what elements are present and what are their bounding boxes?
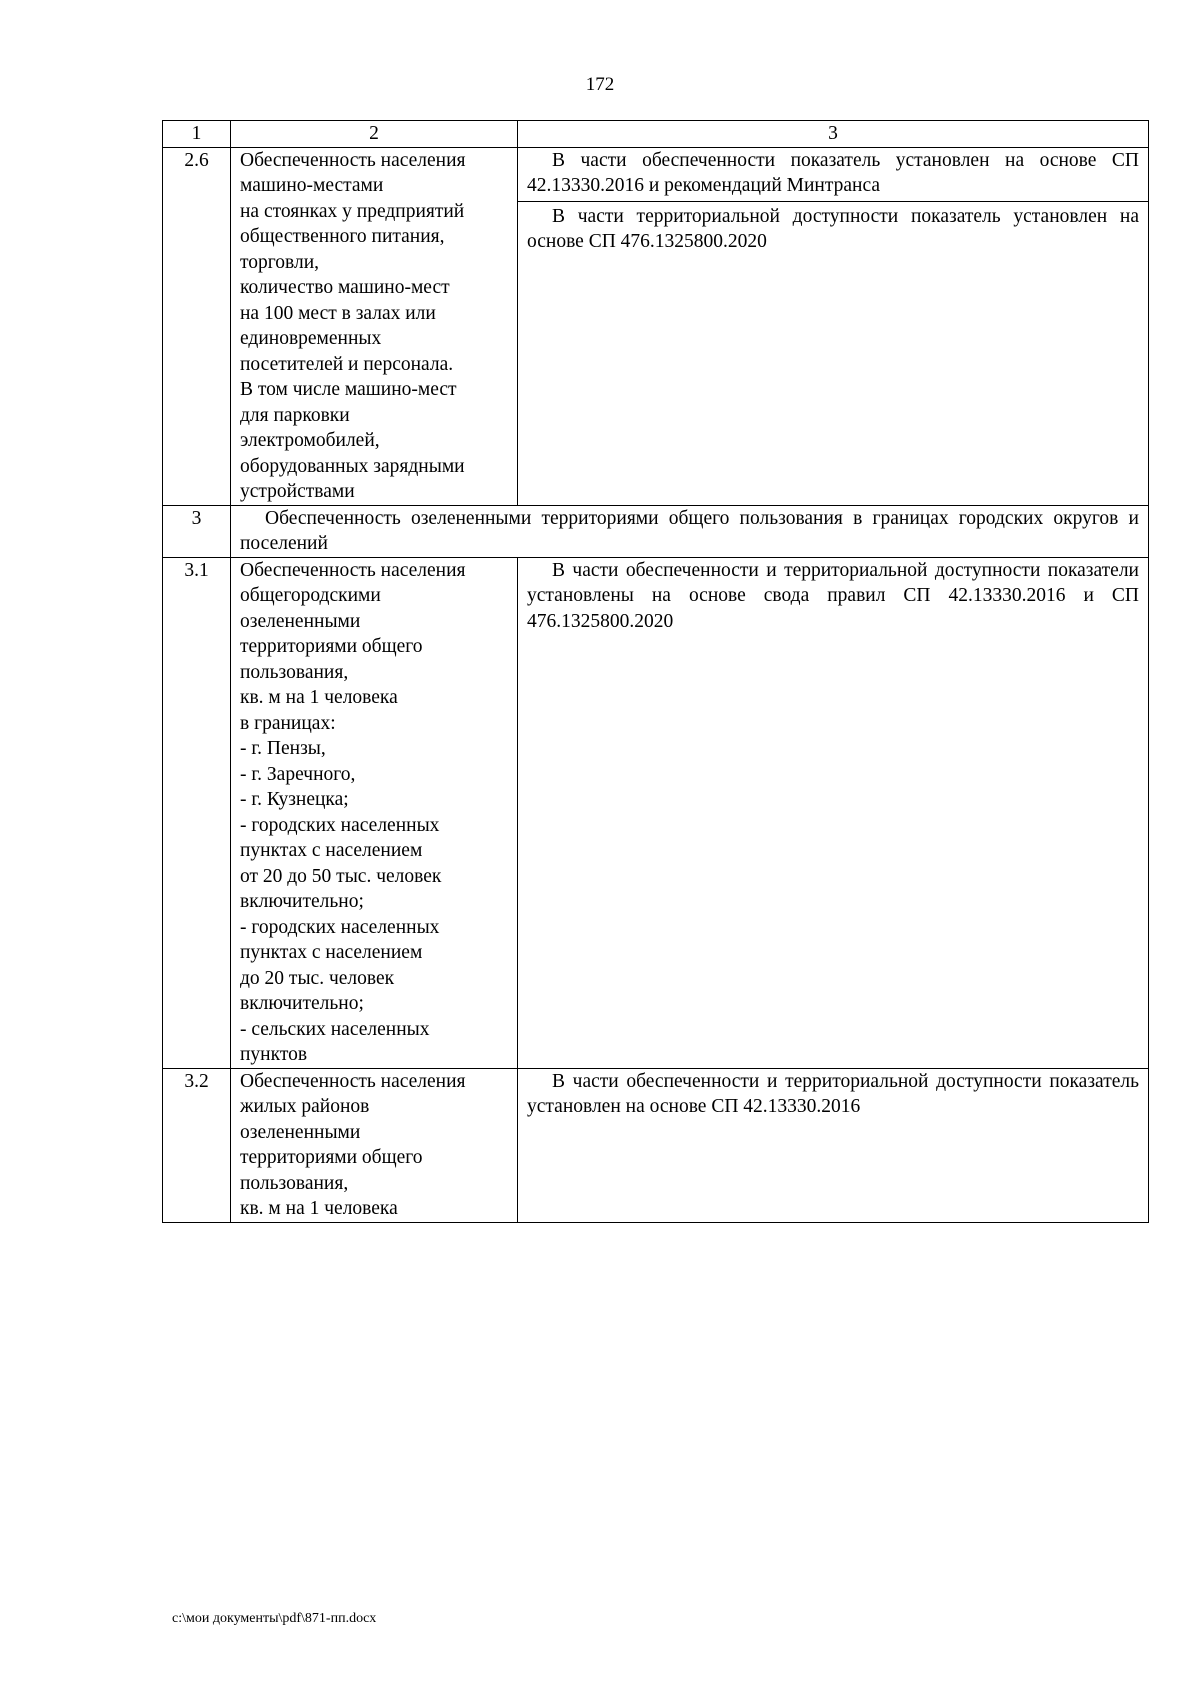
table-row [163, 147, 1149, 505]
page-number: 172 [585, 74, 615, 95]
description-line: озелененными [240, 610, 361, 632]
description-line: посетителей и персонала. [240, 353, 454, 375]
description-line: оборудованных зарядными [240, 455, 465, 477]
description-line: общегородскими [240, 585, 381, 606]
standards-table [162, 120, 1149, 1223]
description-line: - г. Заречного, [240, 763, 356, 785]
header-cell-2: 2 [231, 121, 518, 148]
basis-text: В части обеспеченности и территориальной доступности показатели установлены на основе свода правил СП 42.13330.2016 и СП 476.1325800.2020 [518, 557, 1149, 1068]
description-line: - г. Пензы, [240, 738, 326, 759]
description-line: Обеспеченность населения [240, 559, 466, 581]
description-line: включительно; [240, 993, 364, 1014]
description-line: территориями общего [240, 1147, 423, 1168]
header-cell-3: 3 [518, 121, 1149, 148]
row-number: 3.2 [163, 1068, 231, 1222]
basis-cell [518, 147, 1149, 505]
basis-text: В части обеспеченности и территориальной доступности показатель установлен на основе СП 42.13330.2016 [518, 1068, 1149, 1222]
row-number: 3 [163, 505, 231, 557]
header-cell-1: 1 [163, 121, 231, 148]
indicator-description [231, 147, 518, 505]
table-header-row [163, 121, 1149, 148]
indicator-description [231, 1068, 518, 1222]
description-line: устройствами [240, 481, 355, 502]
description-line: территориями общего [240, 636, 423, 657]
description-line: пунктах с населением [240, 840, 423, 861]
description-line: на стоянках у предприятий [240, 200, 465, 222]
section-title: Обеспеченность озелененными территориями общего пользования в границах городских округов и поселений [231, 505, 1149, 557]
description-line: электромобилей, [240, 430, 380, 451]
footer-file-path: c:\мои документы\pdf\871-пп.docx [172, 1611, 377, 1626]
description-line: пунктов [240, 1044, 308, 1065]
description-line: количество машино-мест [240, 277, 450, 298]
description-line: включительно; [240, 891, 364, 912]
description-line: кв. м на 1 человека [240, 1198, 398, 1219]
description-line: для парковки [240, 404, 350, 426]
description-line: пунктах с населением [240, 942, 423, 963]
description-line: общественного питания, [240, 226, 445, 247]
description-line: - сельских населенных [240, 1018, 430, 1040]
description-line: на 100 мест в залах или [240, 302, 436, 324]
description-line: В том числе машино-мест [240, 379, 457, 400]
description-line: Обеспеченность населения [240, 149, 466, 171]
description-line: пользования, [240, 661, 349, 683]
description-line: - городских населенных [240, 916, 440, 938]
row-number: 3.1 [163, 557, 231, 1068]
table-row [163, 1068, 1149, 1222]
description-line: Обеспеченность населения [240, 1070, 466, 1092]
description-line: торговли, [240, 251, 320, 273]
description-line: до 20 тыс. человек [240, 967, 395, 989]
description-line: единовременных [240, 328, 382, 349]
description-line: - г. Кузнецка; [240, 789, 349, 810]
basis-text-accessibility: В части территориальной доступности показатель установлен на основе СП 476.1325800.2020 [527, 205, 1139, 252]
description-line: кв. м на 1 человека [240, 687, 398, 708]
description-line: в границах: [240, 712, 336, 734]
description-line: машино-местами [240, 175, 384, 196]
description-line: озелененными [240, 1121, 361, 1143]
basis-text-provision: В части обеспеченности показатель установлен на основе СП 42.13330.2016 и рекомендаций Минтранса [518, 148, 1148, 202]
section-row [163, 505, 1149, 557]
indicator-description [231, 557, 518, 1068]
description-line: жилых районов [240, 1096, 370, 1117]
table-row [163, 557, 1149, 1068]
description-line: от 20 до 50 тыс. человек [240, 865, 442, 887]
row-number: 2.6 [163, 147, 231, 505]
description-line: пользования, [240, 1172, 349, 1194]
description-line: - городских населенных [240, 814, 440, 836]
